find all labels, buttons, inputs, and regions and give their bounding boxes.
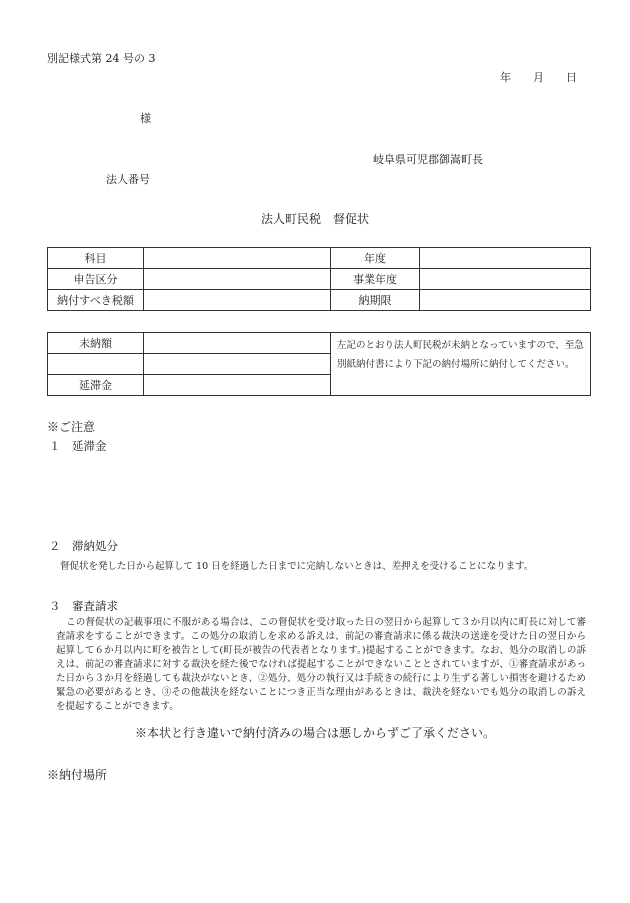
- tax-info-table: [47, 247, 591, 311]
- date-year: 年: [500, 71, 511, 84]
- blank-value: [144, 354, 331, 375]
- issue-date: [500, 69, 577, 85]
- table-row: [48, 333, 591, 354]
- section-delinquency-title: １ 延滞金: [49, 439, 107, 453]
- section-enforcement-body: 督促状を発した日から起算して 10 日を経過した日までに完納しないときは、差押えを受けることになります。: [60, 561, 534, 572]
- table-row: [48, 269, 591, 290]
- caution-heading: ※ご注意: [47, 420, 96, 434]
- filing-type-value: [144, 269, 331, 290]
- filing-type-label: 申告区分: [48, 269, 144, 290]
- form-number: 別記様式第 24 号の 3: [47, 52, 156, 65]
- addressee: 様: [140, 112, 151, 125]
- section-enforcement-title: ２ 滞納処分: [49, 539, 118, 553]
- section-appeal-body: [56, 616, 586, 714]
- due-date-value: [420, 290, 591, 311]
- fiscal-year-value: [420, 248, 591, 269]
- due-date-label: 納期限: [331, 290, 420, 311]
- section-appeal-text: この督促状の記載事項に不服がある場合は、この督促状を受け取った日の翌日から起算して３か月以内に町長に対して審査請求をすることができます。この処分の取消しを求める訴えは、前記の審査請求に係る裁決の送達を受けた日の翌日から起算して６か月以内に町を被告として(町長が被告の代表者となります。)提起することができます。なお、処分の取消しの訴えは、前記の審査請求に対する裁決を経た後でなければ提起することができないこととされていますが、①審査請求があった日から３か月を経過しても裁決がないとき、②処分、処分の執行又は手続きの続行により生ずる著しい損害を避けるため緊急の必要があるとき、③その他裁決を経ないことにつき正当な理由があるときは、裁決を経ないでも処分の取消しの訴えを提起することができます。: [56, 617, 586, 712]
- corporate-number-label: 法人番号: [106, 173, 150, 186]
- delinquency-value: [144, 375, 331, 396]
- subject-label: 科目: [48, 248, 144, 269]
- fiscal-year-label: 年度: [331, 248, 420, 269]
- unpaid-table: [47, 332, 591, 396]
- date-day: 日: [566, 71, 577, 84]
- table-row: [48, 290, 591, 311]
- blank-label: [48, 354, 144, 375]
- document-title: 法人町民税 督促状: [260, 212, 369, 226]
- payment-place-label: ※納付場所: [47, 768, 108, 782]
- issuer-name: 岐阜県可児郡御嵩町長: [373, 153, 483, 166]
- tax-due-value: [144, 290, 331, 311]
- unpaid-amount-value: [144, 333, 331, 354]
- delinquency-label: 延滞金: [48, 375, 144, 396]
- unpaid-amount-label: 未納額: [48, 333, 144, 354]
- subject-value: [144, 248, 331, 269]
- business-year-value: [420, 269, 591, 290]
- tax-due-label: 納付すべき税額: [48, 290, 144, 311]
- apology-note: ※本状と行き違いで納付済みの場合は悪しからずご了承ください。: [134, 726, 495, 740]
- payment-notice: 左記のとおり法人町民税が未納となっていますので、至急別紙納付書により下記の納付場所に納付してください。: [331, 333, 591, 396]
- business-year-label: 事業年度: [331, 269, 420, 290]
- table-row: [48, 248, 591, 269]
- section-appeal-title: ３ 審査請求: [49, 599, 118, 613]
- date-month: 月: [533, 71, 544, 84]
